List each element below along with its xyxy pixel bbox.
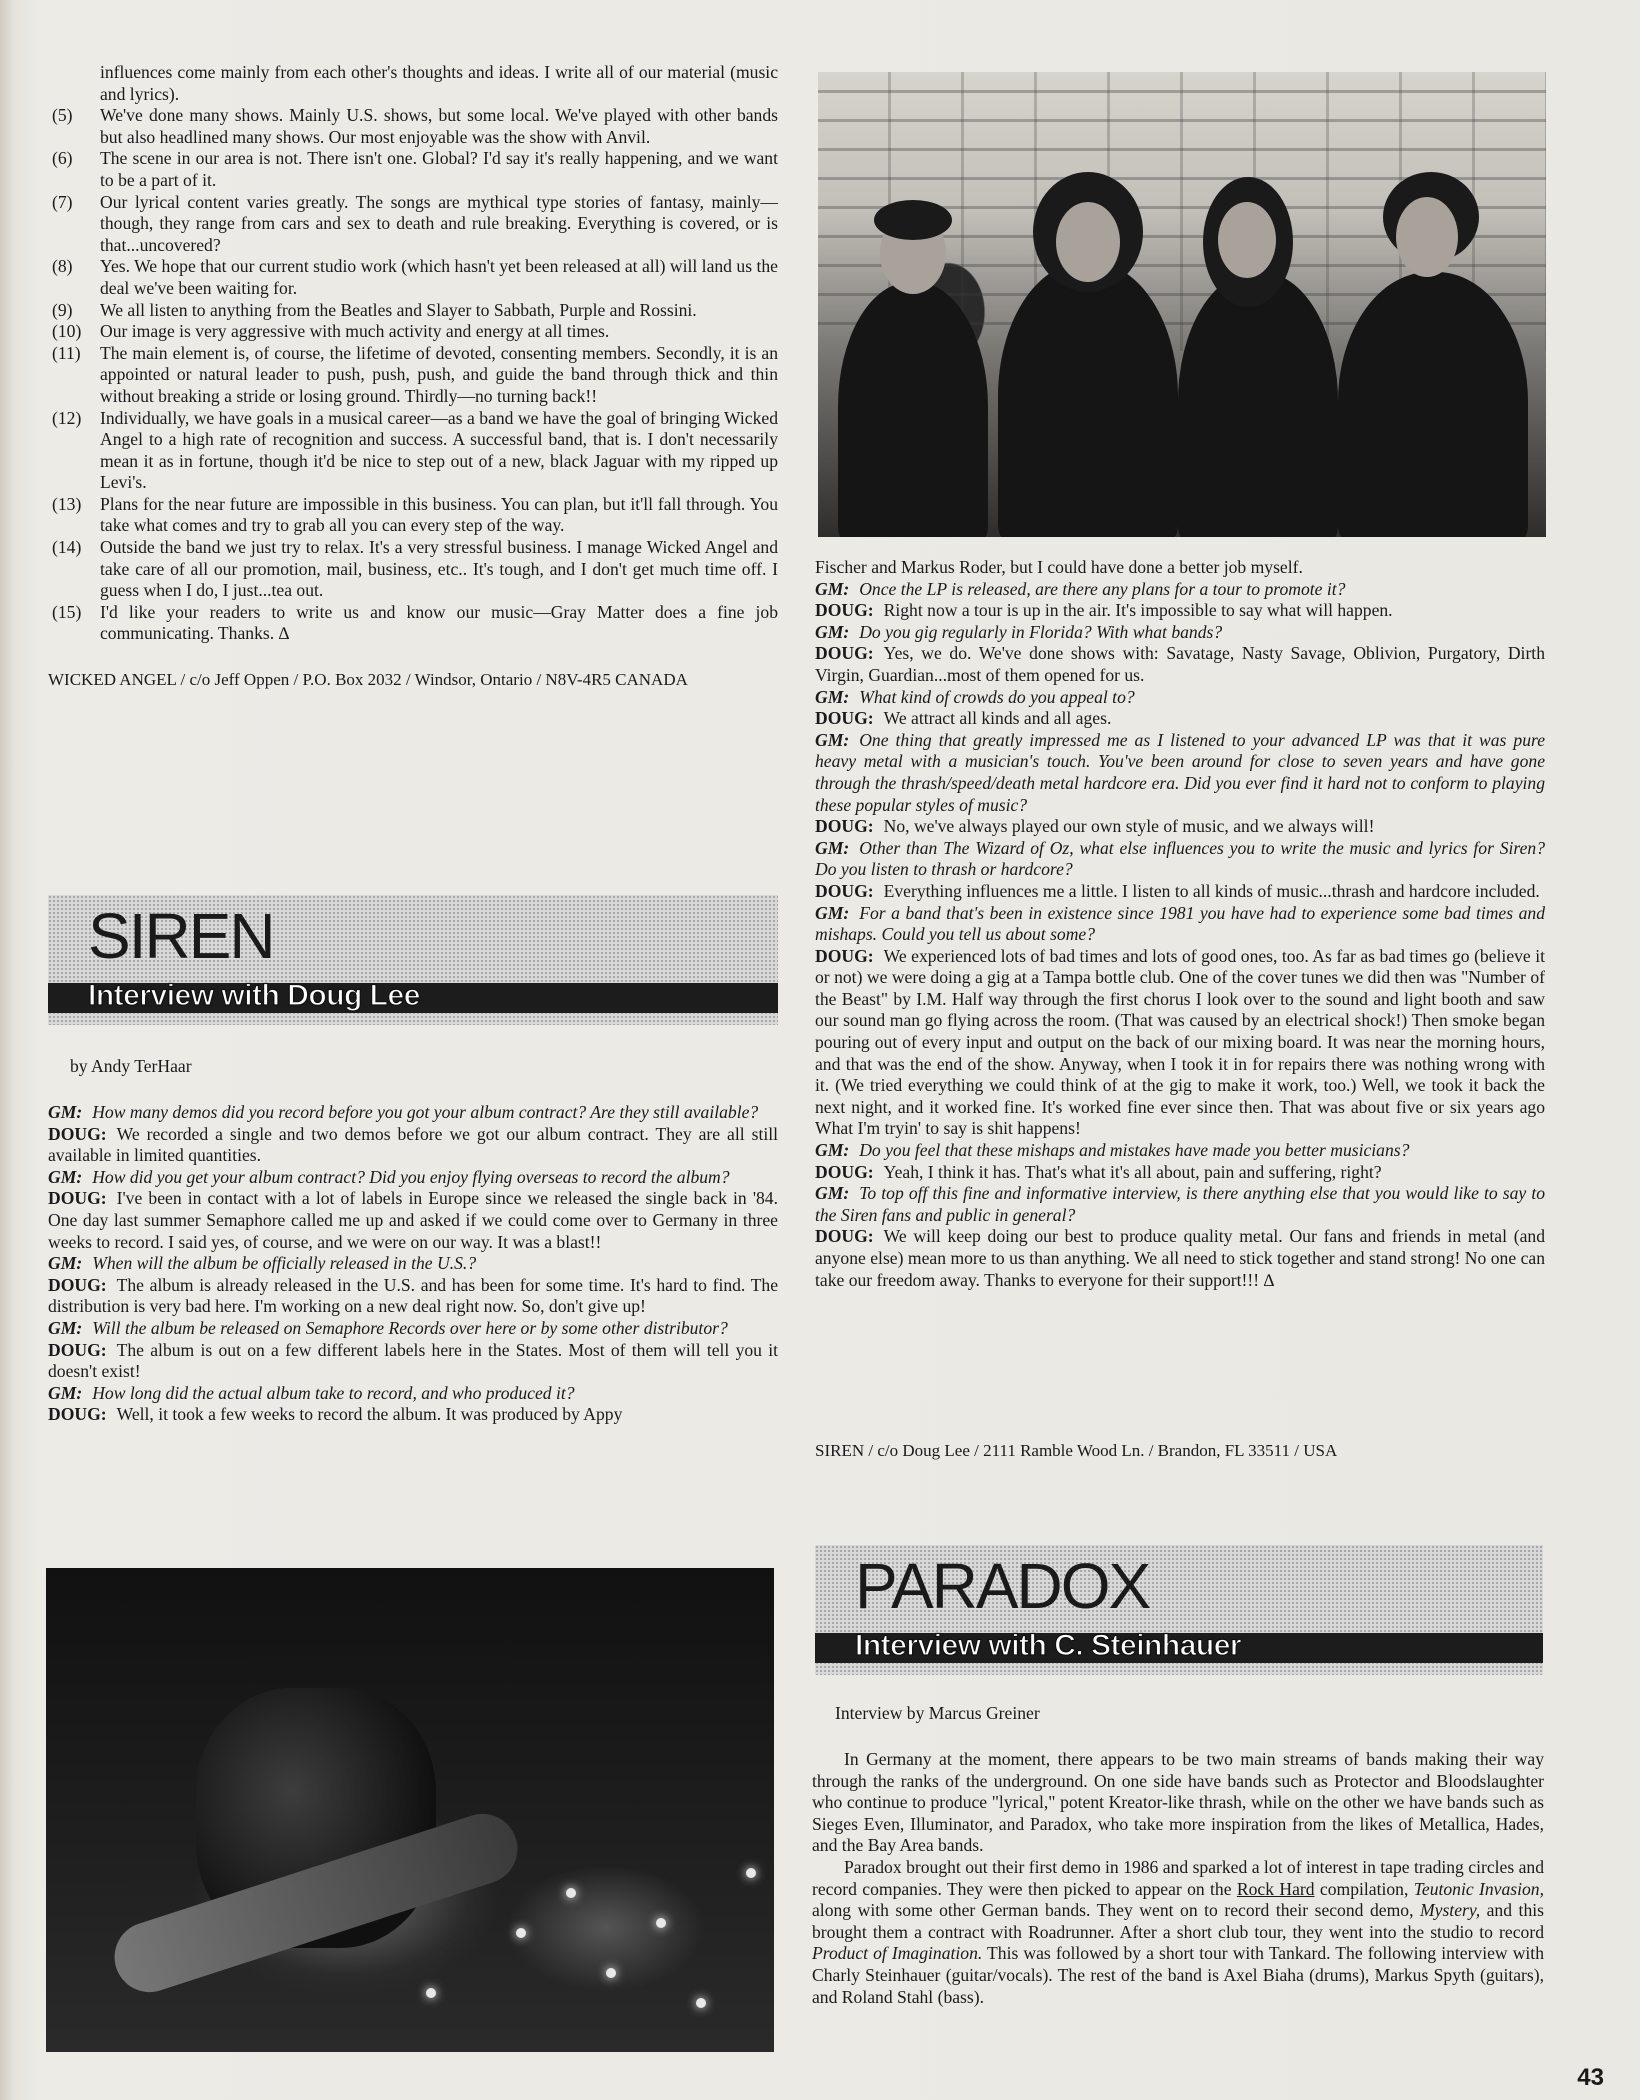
paradox-para-1: In Germany at the moment, there appears to be two main streams of bands making their way through the ranks of the underground. On one side have bands such as Protector and Bloodslaughter who continue to produce "lyrical," potent Kreator-like thrash, while on the other we have bands such as Sieges Even, Illuminator, and Paradox, who take more inspiration from the likes of Metallica, Hades, and the Bay Area bands. <box>812 1749 1544 1856</box>
line-text: When will the album be officially released in the U.S.? <box>92 1253 477 1274</box>
answer-number: (10) <box>52 321 82 342</box>
speaker-label: DOUG: <box>815 643 874 664</box>
line-text: We attract all kinds and all ages. <box>883 708 1112 729</box>
siren-interview-left <box>48 1102 778 1426</box>
answer-continuation: influences come mainly from each other's thoughts and ideas. I write all of our material (music and lyrics). <box>100 62 778 104</box>
product-of-imagination-title: Product of Imagination. <box>812 1943 983 1964</box>
question-line <box>815 1140 1545 1162</box>
answer-text: Our lyrical content varies greatly. The songs are mythical type stories of fantasy, mainly—though, they range from cars and sex to death and rule breaking. Everything is covered, or is that...uncovered? <box>100 191 778 255</box>
answer-item <box>48 408 778 494</box>
line-text: For a band that's been in existence since 1981 you have had to experience some bad times and mishaps. Could you tell us about some? <box>815 902 1545 945</box>
answer-item <box>48 148 778 191</box>
question-line <box>815 903 1545 946</box>
line-text: Once the LP is released, are there any plans for a tour to promote it? <box>859 578 1346 599</box>
answer-line <box>48 1275 778 1318</box>
siren-byline: by Andy TerHaar <box>70 1056 192 1076</box>
paradox-title: PARADOX <box>855 1550 1150 1622</box>
line-text: We experienced lots of bad times and lots of good ones, too. As far as bad times go (believe it or not) we were doing a gig at a Tampa bottle club. One of the cover tunes we did then was "Number of the Beast" by I.M. Half way through the first chorus I look over to the sound and light booth and saw our sound man go flying across the room. (That was caused by an electrical shock!) Then smoke began pouring out of every input and output on the back of our mixing board. It was near the morning hours, and that was the end of the show. Anyway, when I took it in for repairs there was nothing wrong with it. (We tried everything we could think of at the gig to make it work, too.) Well, we took it back the next night, and it worked fine. It's worked fine ever since then. That was about five or six years ago What I'm tryin' to say is shit happens! <box>815 945 1545 1139</box>
line-text: Everything influences me a little. I listen to all kinds of music...thrash and hardcore included. <box>883 880 1540 901</box>
question-line <box>815 622 1545 644</box>
speaker-label: GM: <box>48 1382 83 1403</box>
answer-line <box>48 1404 778 1426</box>
answer-line <box>48 1188 778 1253</box>
answer-text: Plans for the near future are impossible in this business. You can plan, but it'll fall through. You take what comes and try to grab all you can every step of the way. <box>100 493 778 536</box>
line-text: How did you get your album contract? Did you enjoy flying overseas to record the album? <box>92 1166 730 1187</box>
question-line <box>48 1253 778 1275</box>
siren-subtitle-bar <box>48 979 778 1013</box>
speaker-label: DOUG: <box>815 1161 874 1182</box>
question-line <box>48 1102 778 1124</box>
siren-header <box>48 895 778 1025</box>
teutonic-invasion-title: Teutonic Invasion, <box>1413 1878 1545 1899</box>
answer-item <box>48 192 778 257</box>
speaker-label: GM: <box>48 1102 83 1122</box>
answer-list <box>48 105 778 645</box>
answer-line <box>815 643 1545 686</box>
mystery-title: Mystery, <box>1420 1900 1481 1921</box>
line-text: The album is already released in the U.S. and has been for some time. It's hard to find. The distribution is very bad here. I'm working on a new deal right now. So, don't give up! <box>48 1274 778 1317</box>
line-text: How long did the actual album take to record, and who produced it? <box>92 1382 575 1403</box>
speaker-label: DOUG: <box>815 880 874 901</box>
answer-text: We all listen to anything from the Beatles and Slayer to Sabbath, Purple and Rossini. <box>100 299 697 320</box>
question-line <box>815 579 1545 601</box>
answer-item <box>48 300 778 322</box>
speaker-label: DOUG: <box>48 1404 107 1425</box>
answer-line <box>815 946 1545 1140</box>
question-line <box>48 1318 778 1340</box>
question-line <box>48 1167 778 1189</box>
siren-address: SIREN / c/o Doug Lee / 2111 Ramble Wood Ln. / Brandon, FL 33511 / USA <box>815 1441 1338 1460</box>
answer-item <box>48 321 778 343</box>
answer-number: (7) <box>52 191 73 212</box>
answer-line <box>815 708 1545 730</box>
line-text: Yeah, I think it has. That's what it's all about, pain and suffering, right? <box>883 1161 1382 1182</box>
speaker-label: DOUG: <box>815 708 874 729</box>
speaker-label: DOUG: <box>48 1339 107 1360</box>
line-text: Do you feel that these mishaps and mistakes have made you better musicians? <box>859 1140 1410 1161</box>
speaker-label: GM: <box>815 578 850 599</box>
answer-item <box>48 602 778 645</box>
paradox-para-2: Paradox brought out their first demo in 1986 and sparked a lot of interest in tape trading circles and record companies. They were then picked to appear on the Rock Hard compilation, Teutonic Invasion, along with some other German bands. They went on to record their second demo, Mystery, and this brought them a contract with Roadrunner. After a short club tour, they went into the studio to record Product of Imagination. This was followed by a short tour with Tankard. The following interview with Charly Steinhauer (guitar/vocals). The rest of the band is Axel Biaha (drums), Markus Spyth (guitars), and Roland Stahl (bass). <box>812 1856 1545 2007</box>
answer-item <box>48 537 778 602</box>
answer-text: Yes. We hope that our current studio work (which hasn't yet been released at all) will land us the deal we've been waiting for. <box>100 256 778 298</box>
concert-photo <box>46 1568 774 2052</box>
answer-text: Outside the band we just try to relax. It's a very stressful business. I manage Wicked Angel and take care of all our promotion, mail, business, etc.. It's tough, and I don't get much time off. I guess when I do, I just...tea out. <box>100 537 778 601</box>
siren-title: SIREN <box>88 900 274 972</box>
wicked-angel-address: WICKED ANGEL / c/o Jeff Oppen / P.O. Box 2032 / Windsor, Ontario / N8V-4R5 CANADA <box>48 670 688 690</box>
line-text: One thing that greatly impressed me as I listened to your advanced LP was that it was pure heavy metal with a musician's touch. You've been around for close to seven years and have gone through the thrash/speed/death metal hardcore era. Did you ever find it hard not to conform to playing these popular styles of music? <box>815 729 1545 815</box>
answer-line <box>48 1340 778 1383</box>
line-text: No, we've always played our own style of music, and we always will! <box>883 816 1375 837</box>
answer-number: (6) <box>52 148 73 169</box>
speaker-label: DOUG: <box>48 1274 107 1295</box>
answer-item <box>48 105 778 148</box>
speaker-label: DOUG: <box>815 600 874 621</box>
speaker-label: GM: <box>815 686 850 707</box>
answer-text: The main element is, of course, the lifetime of devoted, consenting members. Secondly, it is an appointed or natural leader to push, push, push, and guide the band through thick and thin without breaking a stride or losing ground. Thirdly—no turning back!! <box>100 342 778 406</box>
answer-line <box>815 1162 1545 1184</box>
answer-number: (8) <box>52 256 73 277</box>
answer-item <box>48 343 778 408</box>
line-text: Well, it took a few weeks to record the album. It was produced by Appy <box>116 1404 623 1425</box>
speaker-label: DOUG: <box>815 945 874 966</box>
speaker-label: GM: <box>815 729 850 750</box>
question-line <box>815 1183 1545 1226</box>
answer-line <box>815 881 1545 903</box>
answer-text: The scene in our area is not. There isn't one. Global? I'd say it's really happening, and we want to be a part of it. <box>100 148 778 190</box>
speaker-label: GM: <box>48 1253 83 1274</box>
speaker-label: DOUG: <box>48 1123 107 1144</box>
speaker-label: DOUG: <box>815 1226 874 1247</box>
speaker-label: GM: <box>48 1317 83 1338</box>
answer-number: (5) <box>52 105 73 126</box>
answer-line <box>815 600 1545 622</box>
siren-band-photo <box>818 72 1546 537</box>
answer-item <box>48 256 778 299</box>
answer-number: (12) <box>52 407 82 428</box>
line-text: We will keep doing our best to produce quality metal. Our fans and friends in metal (and anyone else) mean more to us than anything. We all need to stick together and stand strong! No one can take our freedom away. Thanks to everyone for their support!!! ∆ <box>815 1226 1545 1290</box>
question-line <box>815 687 1545 709</box>
answer-line <box>48 1124 778 1167</box>
answer-number: (9) <box>52 299 73 320</box>
line-text: What kind of crowds do you appeal to? <box>859 686 1135 707</box>
siren-subtitle: Interview with Doug Lee <box>88 979 420 1012</box>
answer-text: I'd like your readers to write us and know our music—Gray Matter does a fine job communicating. Thanks. ∆ <box>100 601 778 644</box>
answer-item <box>48 494 778 537</box>
answer-number: (11) <box>52 342 81 363</box>
question-line <box>48 1383 778 1405</box>
rock-hard-title: Rock Hard <box>1236 1878 1315 1899</box>
line-text: Yes, we do. We've done shows with: Savatage, Nasty Savage, Oblivion, Purgatory, Dirth Virgin, Guardian...most of them opened for us. <box>815 643 1545 685</box>
answer-line <box>815 1226 1545 1291</box>
paradox-subtitle: Interview with C. Steinhauer <box>855 1629 1242 1662</box>
answer-number: (15) <box>52 601 82 622</box>
line-text: I've been in contact with a lot of labels in Europe since we released the single back in '84. One day last summer Semaphore called me up and asked if we could come over to Germany in three weeks to record. I said yes, of course, and we were on our way. It was a blast!! <box>48 1188 778 1252</box>
question-line <box>815 730 1545 816</box>
speaker-label: GM: <box>815 1140 850 1161</box>
answer-line <box>815 816 1545 838</box>
paradox-byline: Interview by Marcus Greiner <box>835 1703 1040 1723</box>
paradox-intro <box>812 1749 1544 2008</box>
siren-interview-right <box>815 557 1545 1291</box>
question-line <box>815 838 1545 881</box>
line-text: To top off this fine and informative interview, is there anything else that you would like to say to the Siren fans and public in general? <box>815 1183 1545 1225</box>
speaker-label: GM: <box>815 1183 850 1204</box>
speaker-label: DOUG: <box>815 816 874 837</box>
speaker-label: DOUG: <box>48 1188 107 1209</box>
line-text: How many demos did you record before you got your album contract? Are they still available? <box>92 1102 759 1122</box>
answer-text: Individually, we have goals in a musical career—as a band we have the goal of bringing Wicked Angel to a high rate of recognition and success. A successful band, that is. I don't necessarily mean it as in fortune, though it'd be nice to step out of a new, black Jaguar with my ripped up Levi's. <box>100 407 778 493</box>
speaker-label: GM: <box>48 1166 83 1187</box>
wicked-angel-answers <box>48 62 778 708</box>
speaker-label: GM: <box>815 902 850 923</box>
answer-text: We've done many shows. Mainly U.S. shows, but some local. We've played with other bands but also headlined many shows. Our most enjoyable was the show with Anvil. <box>100 105 778 147</box>
siren-address-wrap <box>815 1440 1545 1462</box>
line-text: The album is out on a few different labels here in the States. Most of them will tell you it doesn't exist! <box>48 1339 778 1382</box>
line-text: Right now a tour is up in the air. It's impossible to say what will happen. <box>883 600 1393 621</box>
paradox-subtitle-bar <box>815 1629 1543 1663</box>
speaker-label: GM: <box>815 621 850 642</box>
line-text: Will the album be released on Semaphore Records over here or by some other distributor? <box>92 1317 728 1338</box>
paradox-header <box>815 1545 1543 1675</box>
answer-text: Our image is very aggressive with much activity and energy at all times. <box>100 321 610 342</box>
page-number: 43 <box>1577 2064 1604 2091</box>
siren-right-continuation: Fischer and Markus Roder, but I could have done a better job myself. <box>815 557 1303 577</box>
line-text: Do you gig regularly in Florida? With what bands? <box>859 621 1223 642</box>
speaker-label: GM: <box>815 837 850 858</box>
line-text: Other than The Wizard of Oz, what else influences you to write the music and lyrics for Siren? Do you listen to thrash or hardcore? <box>815 837 1545 880</box>
answer-number: (13) <box>52 493 82 514</box>
line-text: We recorded a single and two demos before we got our album contract. They are all still available in limited quantities. <box>48 1123 778 1166</box>
answer-number: (14) <box>52 537 82 558</box>
